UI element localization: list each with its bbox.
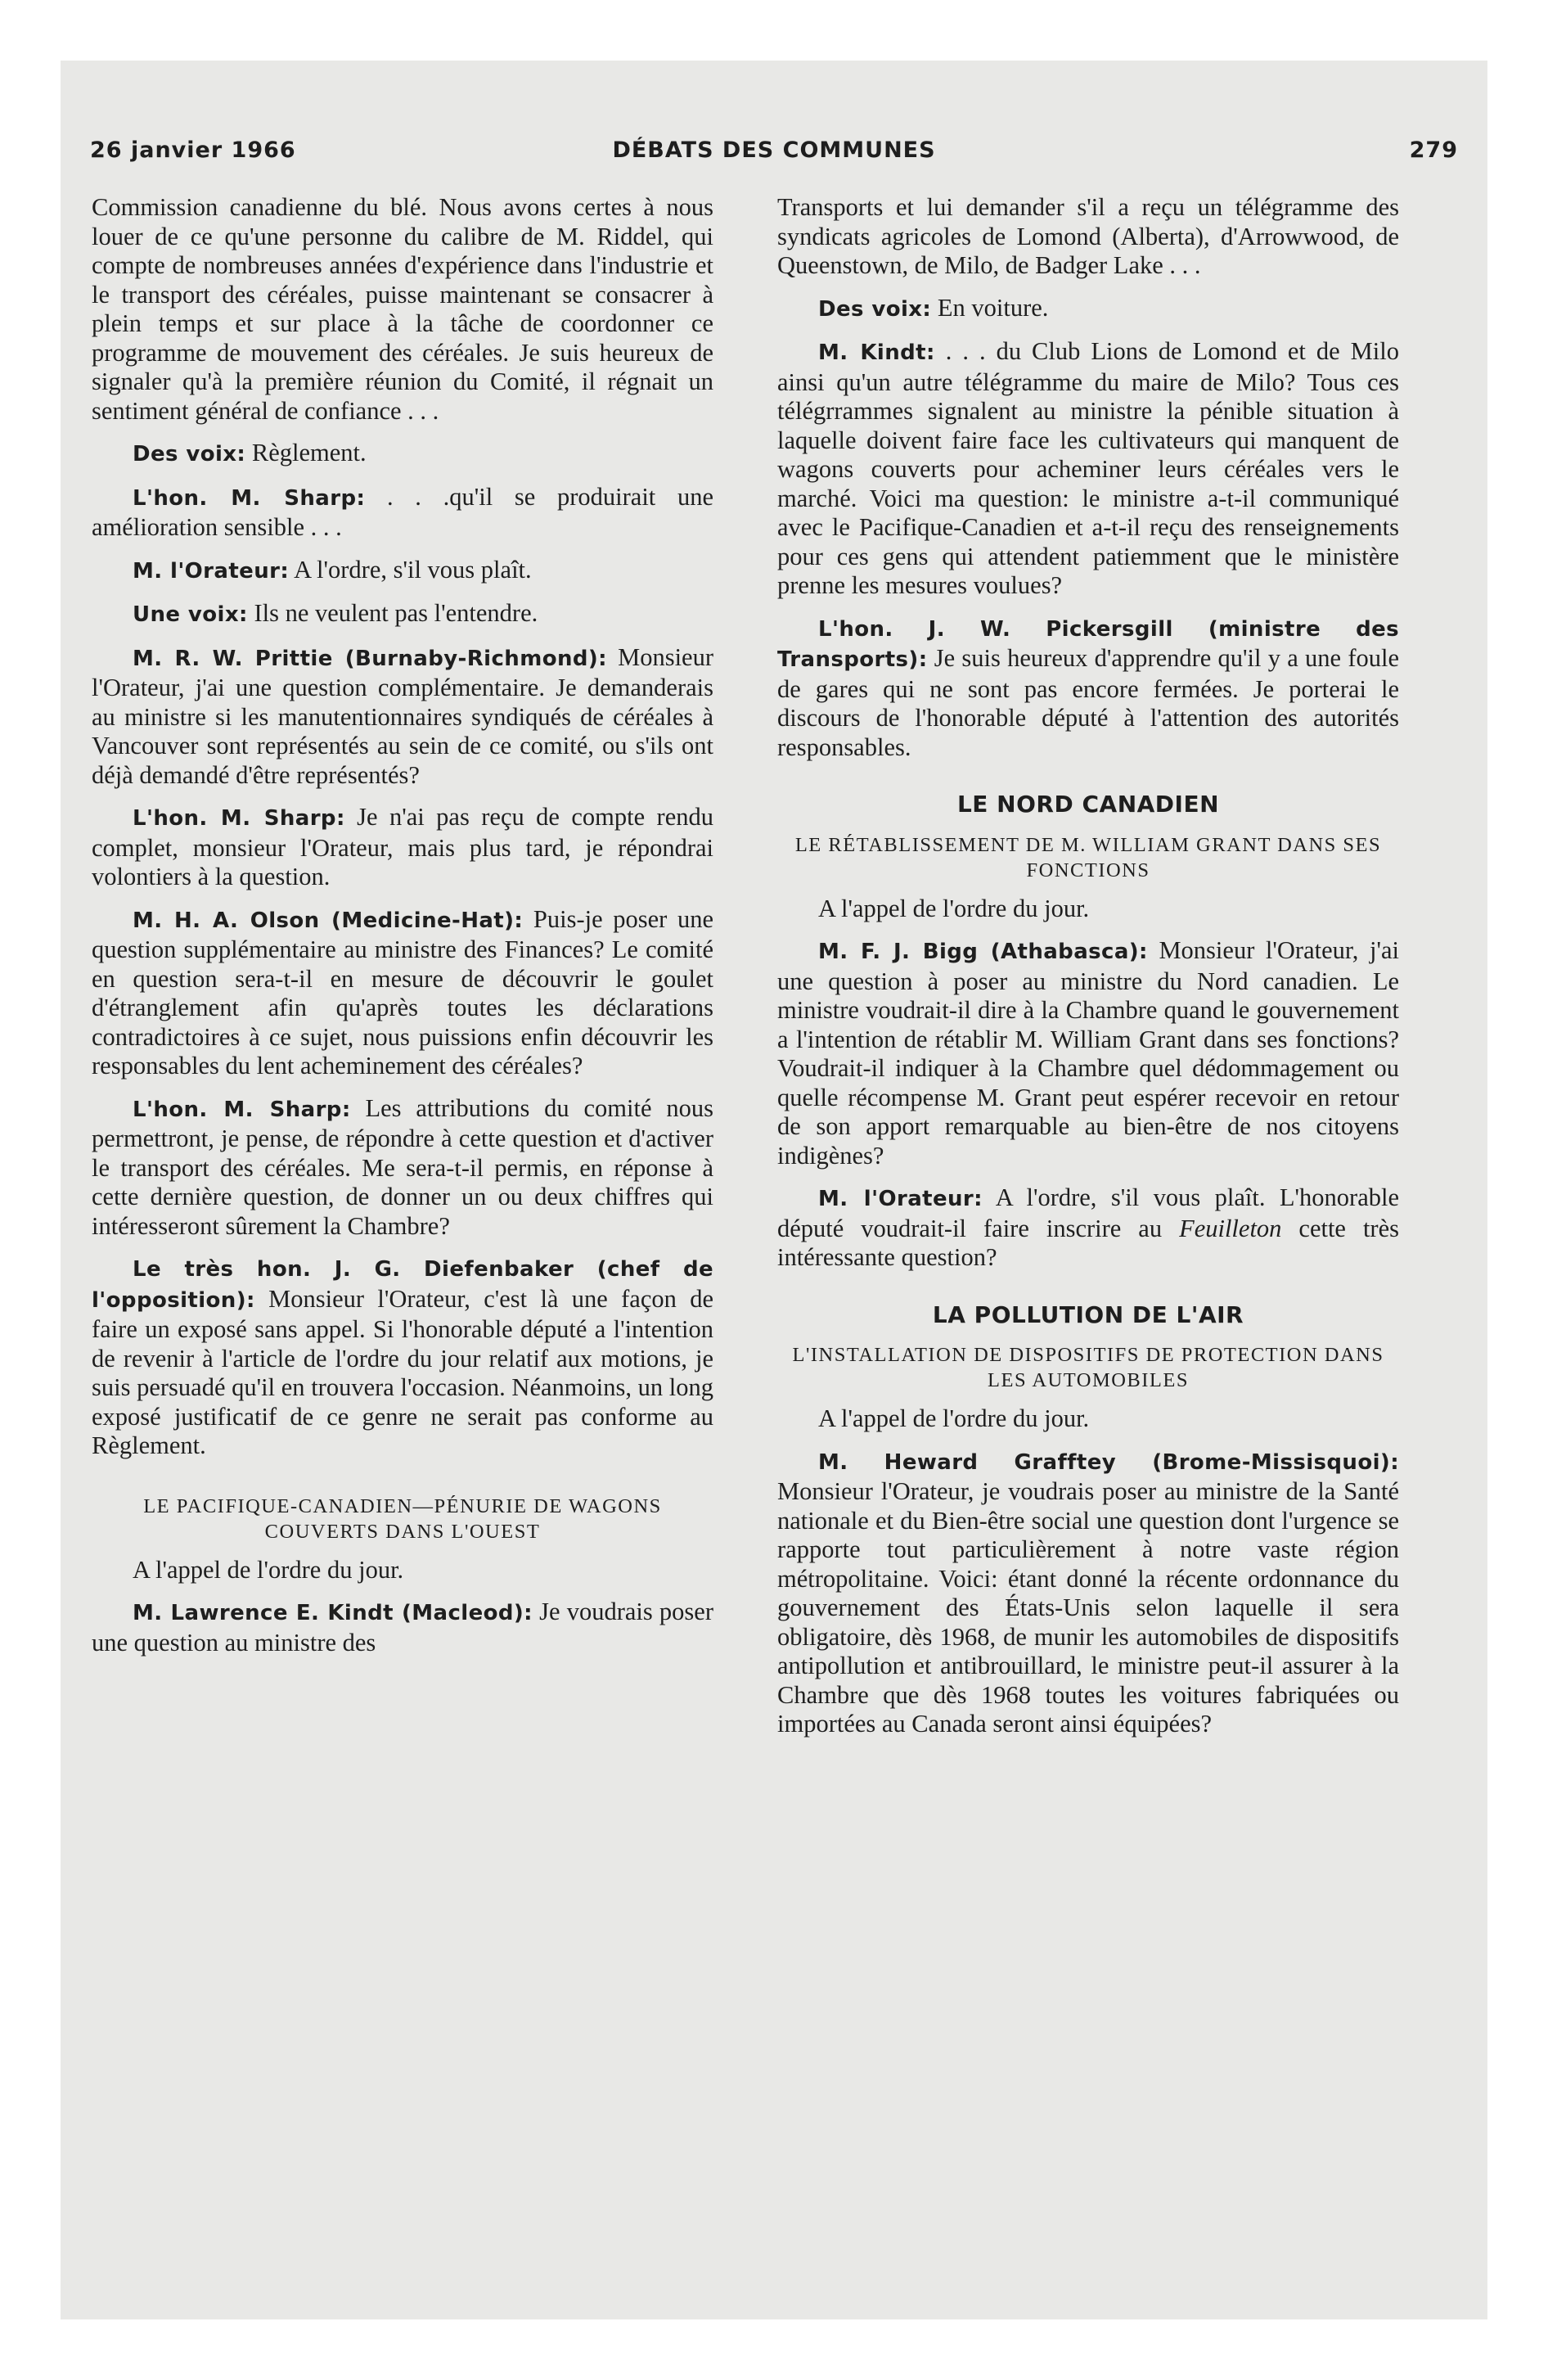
paragraph <box>92 1094 713 1242</box>
speaker-name: L'hon. M. Sharp: <box>133 1097 351 1122</box>
paragraph <box>777 1183 1399 1273</box>
italic-text: Feuilleton <box>1179 1214 1282 1242</box>
speaker-name: L'hon. M. Sharp: <box>133 485 366 511</box>
speaker-name: M. Lawrence E. Kindt (Macleod): <box>133 1601 533 1625</box>
speech-text: Monsieur l'Orateur, j'ai une question complémentaire. Je demanderais au ministre si les manutentionnaires syndiqués de céréales à Vancouver sont représentés au sein de ce comité, ou s'ils ont déjà demandé d'être représentés? <box>92 642 713 789</box>
speech-text: Je n'ai pas reçu de compte rendu complet, monsieur l'Orateur, mais plus tard, je répondrai volontiers à la question. <box>92 803 713 890</box>
speech-text: Règlement. <box>245 439 367 467</box>
section-title: LA POLLUTION DE L'AIR <box>932 1300 1244 1328</box>
paragraph <box>777 614 1399 763</box>
speaker-name: M. H. A. Olson (Medicine-Hat): <box>133 908 524 933</box>
speech-text: Monsieur l'Orateur, je voudrais poser au ministre de la Santé nationale et du Bien-être social une question dont l'urgence se rapporte tout particulièrement à notre vaste région métropolitaine. Voici: étant donné la récente ordonnance du gouvernement des États-Unis selon laquelle il sera obligatoire, dès 1968, de munir les automobiles de dispositifs antipollution et antibrouillard, le ministre peut-il assurer à la Chambre que dès 1968 toutes les voitures fabriquées ou importées au Canada seront ainsi équipées? <box>777 1477 1399 1738</box>
speaker-name: Le très hon. J. G. Diefenbaker (chef de l'opposition): <box>92 1257 713 1313</box>
paragraph <box>777 1447 1399 1739</box>
speaker-name: L'hon. M. Sharp: <box>133 806 345 831</box>
right-column <box>777 193 1399 1752</box>
speech-text: . . .qu'il se produirait une amélioration sensible . . . <box>92 482 713 541</box>
paragraph <box>92 439 713 470</box>
header-title: DÉBATS DES COMMUNES <box>612 137 936 163</box>
speaker-name: Une voix: <box>133 602 248 627</box>
speaker-name: Des voix: <box>133 442 246 467</box>
paragraph <box>92 599 713 630</box>
speech-text: Je suis heureux d'apprendre qu'il y a une foule de gares qui ne sont pas encore fermées. Je porterai le discours de l'honorable député à l'attention des autorités responsables. <box>777 644 1399 761</box>
page-header <box>90 137 1458 174</box>
paragraph <box>777 294 1399 325</box>
speaker-name: M. R. W. Prittie (Burnaby-Richmond): <box>133 646 607 671</box>
paragraph <box>92 803 713 892</box>
subsection-title: L'INSTALLATION DE DISPOSITIFS DE PROTECTION DANS LES AUTOMOBILES <box>792 1344 1384 1391</box>
paragraph: A l'appel de l'ordre du jour. <box>818 1404 1090 1432</box>
speaker-name: M. l'Orateur: <box>133 558 290 584</box>
speech-text: Je voudrais poser une question au ministre des <box>92 1598 713 1657</box>
speech-text: A l'ordre, s'il vous plaît. L'honorable député voudrait-il faire inscrire au <box>777 1183 1400 1242</box>
paragraph <box>92 1598 713 1657</box>
speech-text: Les attributions du comité nous permettront, je pense, de répondre à cette question et d'activer le transport des céréales. Me sera-t-il permis, en réponse à cette dernière question, de donner un ou deux chiffres qui intéresseront sûrement la Chambre? <box>92 1093 713 1240</box>
speech-text: Monsieur l'Orateur, j'ai une question à poser au ministre du Nord canadien. Le ministre voudrait-il dire à la Chambre quand le gouvernement a l'intention de rétablir M. William Grant dans ses fonctions? Voudrait-il indiquer à la Chambre quel dédommagement ou quelle récompense M. Grant peut espérer recevoir en retour de son apport remarquable au bien-être de nos citoyens indigènes? <box>777 936 1399 1170</box>
section-title: LE NORD CANADIEN <box>956 791 1220 818</box>
speech-text: En voiture. <box>931 293 1049 322</box>
left-column <box>92 193 713 1670</box>
speaker-name: L'hon. J. W. Pickersgill (ministre des Transports): <box>777 616 1399 672</box>
speaker-name: M. F. J. Bigg (Athabasca): <box>818 940 1148 964</box>
speech-text: A l'ordre, s'il vous plaît. <box>289 555 532 584</box>
paragraph: A l'appel de l'ordre du jour. <box>133 1555 404 1584</box>
speech-text: Puis-je poser une question supplémentaire au ministre des Finances? Le comité en question sera-t-il en mesure de découvrir le goulet d'étranglement afin qu'après toutes les déclarations contradictoires à ce sujet, nous puissions enfin découvrir les responsables du lent acheminement des céréales? <box>92 904 714 1080</box>
paragraph <box>92 483 713 543</box>
speaker-name: Des voix: <box>818 296 932 322</box>
paragraph: Commission canadienne du blé. Nous avons certes à nous louer de ce qu'une personne du calibre de M. Riddel, qui compte de nombreuses années d'expérience dans l'industrie et le transport des céréales, puisse maintenant se consacrer à plein temps et sur place à la tâche de coordonner ce programme de mouvement des céréales. Je suis heureux de signaler qu'à la première réunion du Comité, il régnait un sentiment général de confiance . . . <box>92 193 713 425</box>
paragraph <box>92 905 713 1081</box>
speaker-name: M. Heward Grafftey (Brome-Missisquoi): <box>818 1449 1399 1475</box>
paragraph: Transports et lui demander s'il a reçu un télégramme des syndicats agricoles de Lomond (Alberta), d'Arrowwood, de Queenstown, de Milo, de Badger Lake . . . <box>777 193 1399 279</box>
paragraph <box>92 643 713 791</box>
subsection-title: LE RÉTABLISSEMENT DE M. WILLIAM GRANT DANS SES FONCTIONS <box>794 833 1382 881</box>
speaker-name: M. l'Orateur: <box>818 1187 983 1211</box>
speech-text: cette très intéressante question? <box>777 1214 1399 1271</box>
speech-text: Ils ne veulent pas l'entendre. <box>247 599 538 627</box>
header-page-number: 279 <box>1409 137 1458 163</box>
paragraph <box>777 936 1399 1170</box>
paragraph <box>777 337 1399 601</box>
paragraph <box>92 1254 713 1461</box>
paragraph <box>92 556 713 587</box>
paragraph: A l'appel de l'ordre du jour. <box>818 894 1090 922</box>
speech-text: Monsieur l'Orateur, c'est là une façon de faire un exposé sans appel. Si l'honorable député a l'intention de revenir à l'article de l'ordre du jour relatif aux motions, je suis persuadé qu'il en trouvera l'occasion. Néanmoins, un long exposé justificatif de ce genre ne serait pas conforme au Règlement. <box>92 1284 713 1459</box>
speech-text: . . . du Club Lions de Lomond et de Milo ainsi qu'un autre télégramme du maire de Milo? Tous ces télégrrammes signalent au ministre la pénible situation à laquelle doivent faire face les cultivateurs qui manquent de wagons couverts pour acheminer leurs céréales vers le marché. Voici ma question: le ministre a-t-il communiqué avec le Pacifique-Canadien et a-t-il reçu des renseignements pour ces gens qui attendent patiemment que le ministère prenne les mesures voulues? <box>777 337 1399 599</box>
subsection-title: LE PACIFIQUE-CANADIEN—PÉNURIE DE WAGONS COUVERTS DANS L'OUEST <box>143 1494 662 1543</box>
speaker-name: M. Kindt: <box>818 340 935 365</box>
header-date: 26 janvier 1966 <box>90 137 296 163</box>
